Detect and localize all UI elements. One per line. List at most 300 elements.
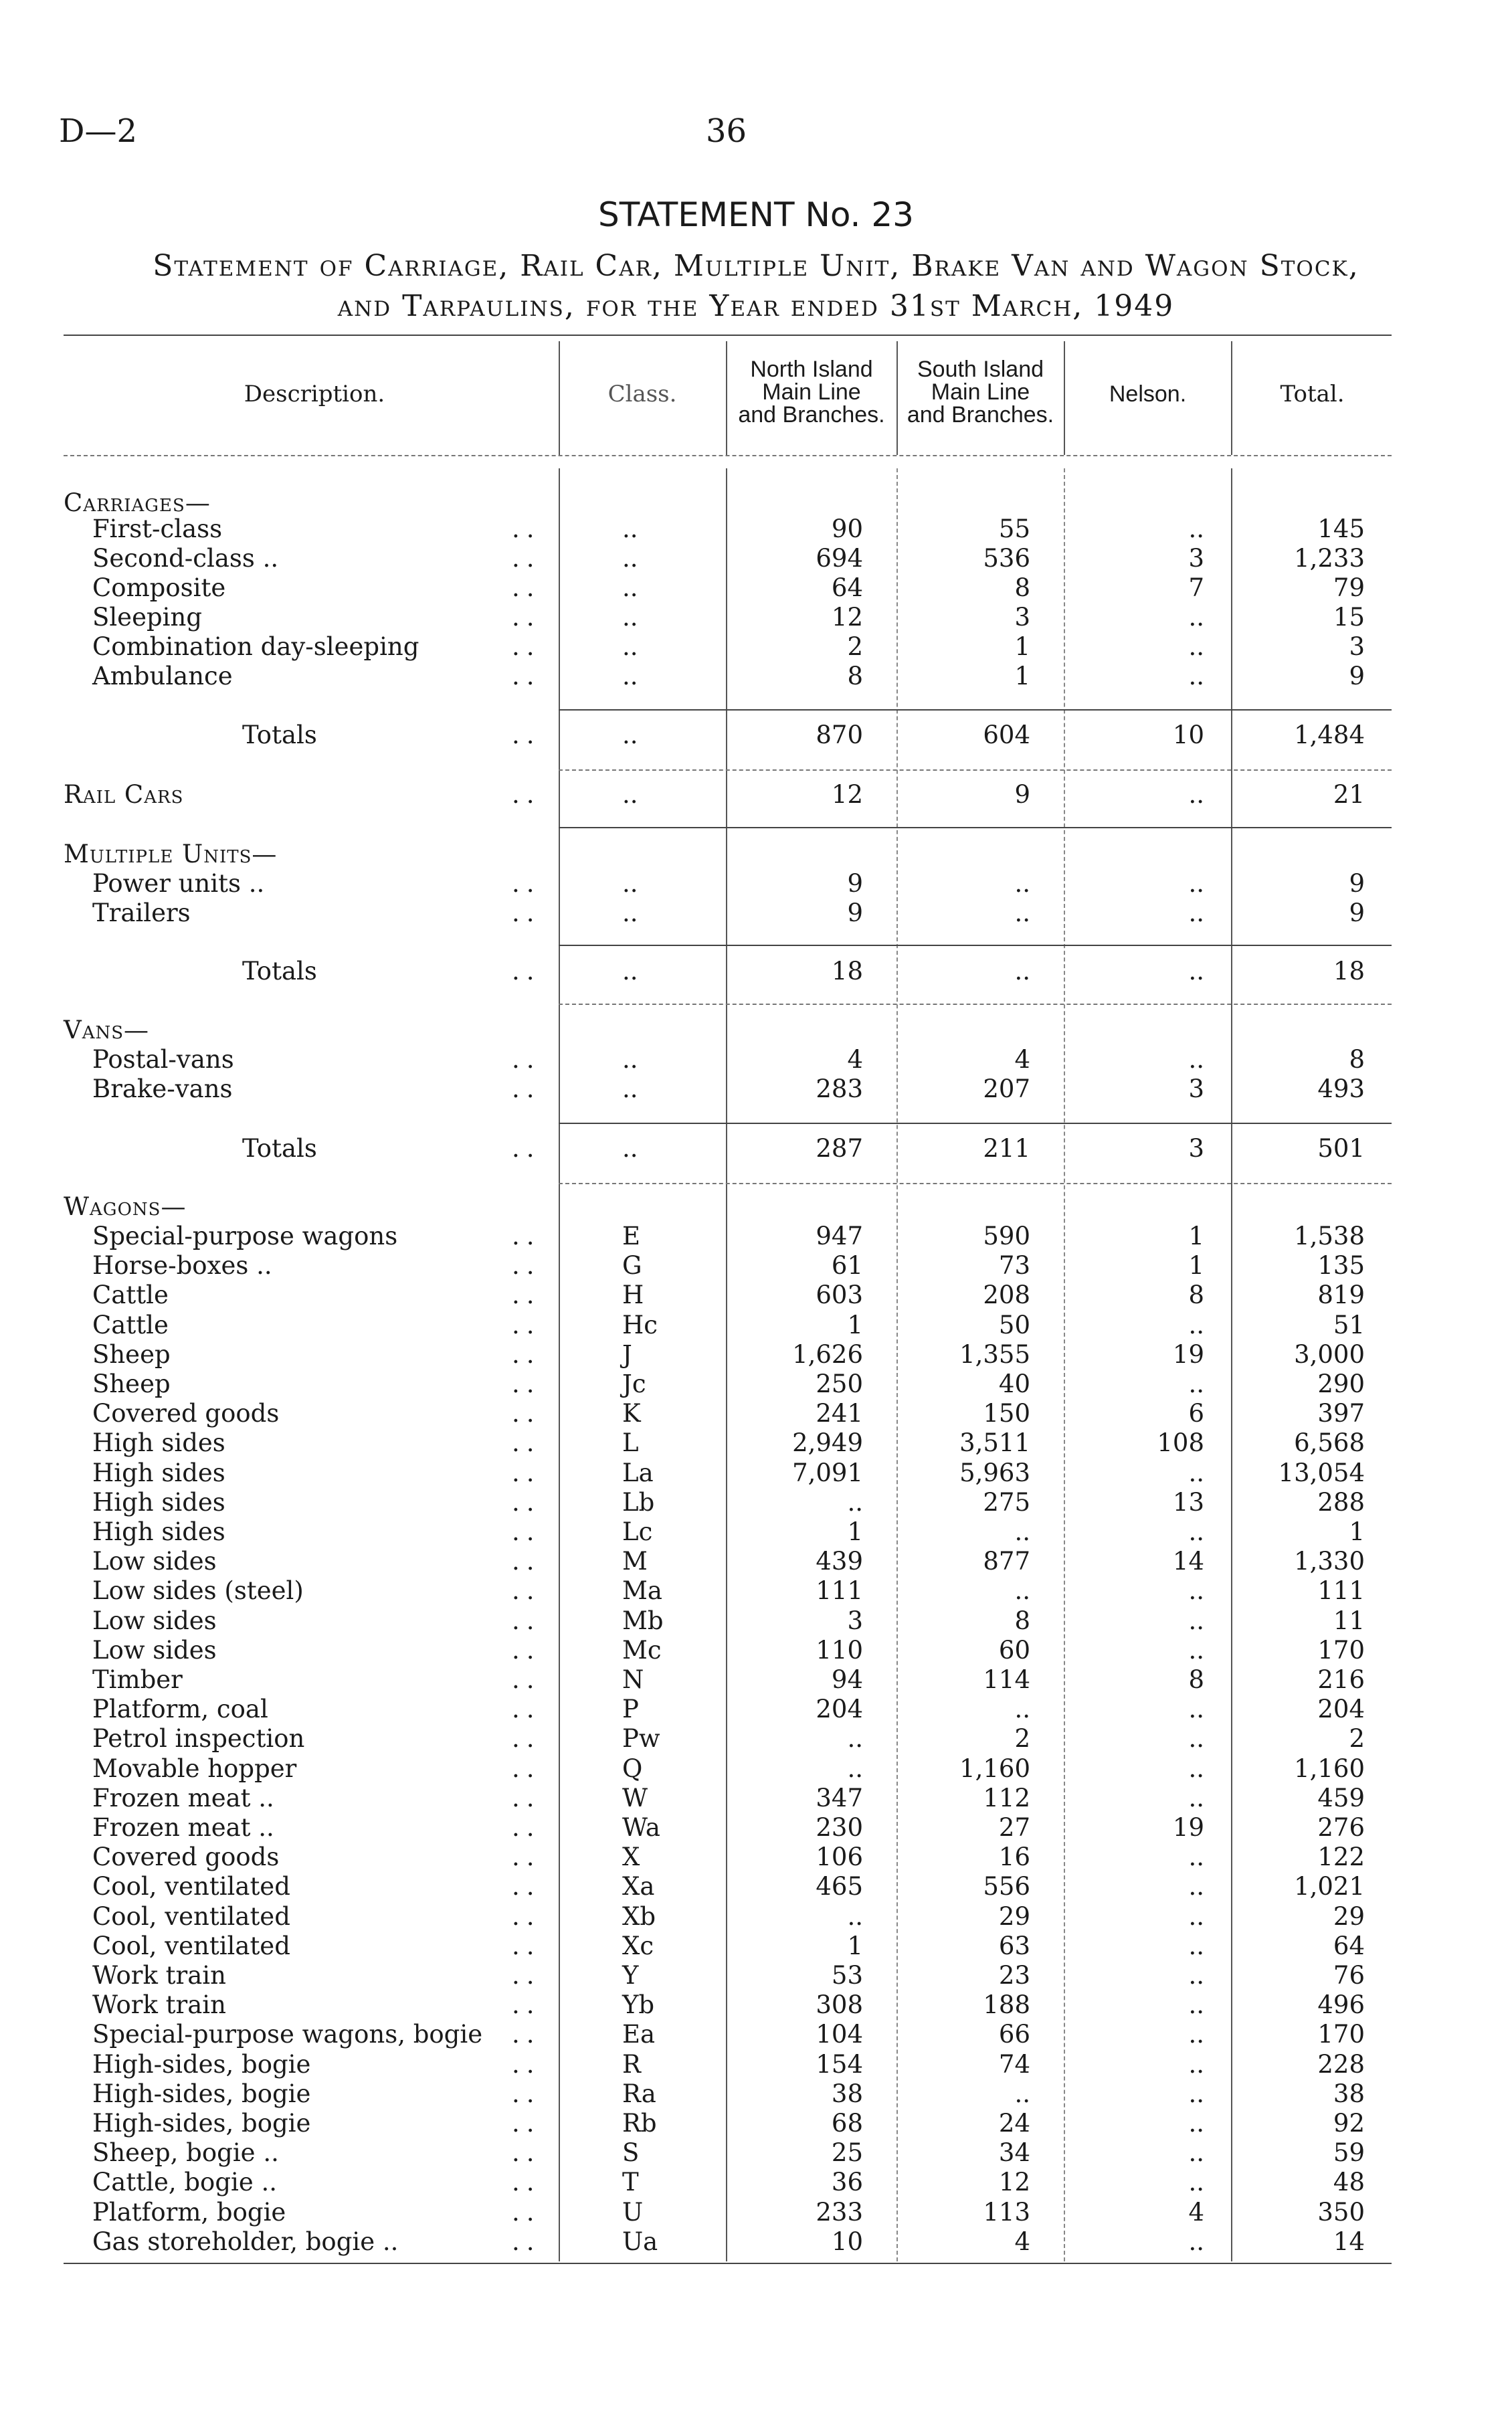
row-north: 347 bbox=[816, 1784, 863, 1812]
totals-nelson: 3 bbox=[1188, 1134, 1204, 1163]
row-class: Xa bbox=[622, 1872, 655, 1901]
row-south: .. bbox=[1014, 1576, 1030, 1605]
row-south: 74 bbox=[998, 2050, 1030, 2079]
row-north: 230 bbox=[816, 1813, 863, 1842]
row-north: 9 bbox=[847, 869, 863, 898]
col-head-total: Total. bbox=[1280, 381, 1345, 407]
row-desc: First-class bbox=[92, 515, 223, 543]
row-nelson: .. bbox=[1188, 1932, 1204, 1960]
row-desc: Horse-boxes .. bbox=[92, 1251, 272, 1280]
row-south: 5,963 bbox=[959, 1459, 1030, 1487]
leader-dots: .. bbox=[512, 1281, 541, 1309]
row-desc: Frozen meat .. bbox=[92, 1784, 274, 1812]
row-nelson: .. bbox=[1188, 899, 1204, 927]
row-north: 465 bbox=[816, 1872, 863, 1901]
totals-north: 870 bbox=[816, 721, 863, 749]
row-class: M bbox=[622, 1547, 648, 1576]
row-south: 8 bbox=[1014, 1606, 1030, 1635]
row-total: 79 bbox=[1333, 573, 1365, 602]
col-divider bbox=[896, 468, 898, 2261]
row-nelson: .. bbox=[1188, 1606, 1204, 1635]
row-south: 63 bbox=[998, 1932, 1030, 1960]
totals-total: 18 bbox=[1333, 957, 1365, 986]
leader-dots: .. bbox=[512, 780, 541, 809]
row-south: 24 bbox=[998, 2109, 1030, 2138]
row-class: Xc bbox=[622, 1932, 654, 1960]
row-class: G bbox=[622, 1251, 642, 1280]
row-desc: Special-purpose wagons, bogie bbox=[92, 2020, 483, 2049]
row-nelson: .. bbox=[1188, 1311, 1204, 1339]
row-class: S bbox=[622, 2138, 640, 2167]
row-desc: Trailers bbox=[92, 899, 191, 927]
row-total: 1,233 bbox=[1294, 544, 1365, 573]
row-north: 64 bbox=[831, 573, 863, 602]
row-north: 36 bbox=[831, 2168, 863, 2197]
row-nelson: .. bbox=[1188, 2138, 1204, 2167]
row-south: 114 bbox=[983, 1665, 1030, 1694]
row-north: 12 bbox=[831, 780, 863, 809]
row-class: U bbox=[622, 2198, 644, 2227]
row-desc: Work train bbox=[92, 1990, 226, 2019]
leader-dots: .. bbox=[512, 1428, 541, 1457]
row-north: 241 bbox=[816, 1399, 863, 1428]
row-total: 9 bbox=[1349, 899, 1365, 927]
totals-north: 287 bbox=[816, 1134, 863, 1163]
row-nelson: 19 bbox=[1172, 1340, 1204, 1369]
row-north: 38 bbox=[831, 2079, 863, 2108]
row-south: 1 bbox=[1014, 632, 1030, 661]
row-north: 110 bbox=[816, 1636, 863, 1665]
row-class: K bbox=[622, 1399, 641, 1428]
row-desc: Platform, bogie bbox=[92, 2198, 286, 2227]
row-nelson: .. bbox=[1188, 2227, 1204, 2256]
row-nelson: .. bbox=[1188, 869, 1204, 898]
row-desc: Sheep bbox=[92, 1370, 171, 1398]
row-total: 48 bbox=[1333, 2168, 1365, 2197]
leader-dots: .. bbox=[512, 1902, 541, 1931]
row-desc: Covered goods bbox=[92, 1843, 280, 1871]
row-north: 2,949 bbox=[792, 1428, 863, 1457]
row-desc: Cool, ventilated bbox=[92, 1902, 290, 1931]
section-heading-multiple-units: Multiple Units— bbox=[64, 840, 278, 868]
row-desc: Combination day-sleeping bbox=[92, 632, 419, 661]
row-nelson: .. bbox=[1188, 1695, 1204, 1723]
row-north: 94 bbox=[831, 1665, 863, 1694]
row-south: 4 bbox=[1014, 1045, 1030, 1074]
row-class: Rb bbox=[622, 2109, 657, 2138]
totals-rule bbox=[559, 1123, 1392, 1124]
row-nelson: .. bbox=[1188, 2050, 1204, 2079]
row-nelson: .. bbox=[1188, 1636, 1204, 1665]
leader-dots: .. bbox=[512, 1459, 541, 1487]
row-desc: Special-purpose wagons bbox=[92, 1222, 398, 1250]
row-north: 4 bbox=[847, 1045, 863, 1074]
col-divider bbox=[1231, 341, 1232, 455]
row-total: 8 bbox=[1349, 1045, 1365, 1074]
row-south: 188 bbox=[983, 1990, 1030, 2019]
row-desc: Cattle bbox=[92, 1311, 169, 1339]
row-nelson: .. bbox=[1188, 1902, 1204, 1931]
row-total: 290 bbox=[1317, 1370, 1365, 1398]
leader-dots: .. bbox=[512, 1636, 541, 1665]
col-divider bbox=[896, 341, 898, 455]
row-total: 819 bbox=[1317, 1281, 1365, 1309]
leader-dots: .. bbox=[512, 1843, 541, 1871]
section-heading-wagons: Wagons— bbox=[64, 1192, 187, 1221]
title-line-2: and Tarpaulins, for the Year ended 31st March, 1949 bbox=[337, 289, 1175, 323]
leader-dots: .. bbox=[512, 1488, 541, 1517]
row-total: 9 bbox=[1349, 869, 1365, 898]
row-south: 590 bbox=[983, 1222, 1030, 1250]
row-nelson: .. bbox=[1188, 1459, 1204, 1487]
row-total: 288 bbox=[1317, 1488, 1365, 1517]
leader-dots: .. bbox=[512, 1665, 541, 1694]
row-north: 2 bbox=[847, 632, 863, 661]
row-class: .. bbox=[622, 603, 638, 632]
row-north: 603 bbox=[816, 1281, 863, 1309]
row-total: 122 bbox=[1317, 1843, 1365, 1871]
leader-dots: .. bbox=[512, 1311, 541, 1339]
row-total: 29 bbox=[1333, 1902, 1365, 1931]
totals-rule bbox=[559, 1183, 1392, 1184]
row-north: 1,626 bbox=[792, 1340, 863, 1369]
row-south: 34 bbox=[998, 2138, 1030, 2167]
row-south: 1 bbox=[1014, 662, 1030, 690]
row-desc: High sides bbox=[92, 1428, 225, 1457]
leader-dots: .. bbox=[512, 662, 541, 690]
totals-rule bbox=[559, 709, 1392, 711]
row-nelson: 1 bbox=[1188, 1251, 1204, 1280]
row-nelson: .. bbox=[1188, 632, 1204, 661]
row-north: 68 bbox=[831, 2109, 863, 2138]
row-desc: Movable hopper bbox=[92, 1754, 297, 1783]
row-north: 53 bbox=[831, 1961, 863, 1990]
row-nelson: .. bbox=[1188, 1961, 1204, 1990]
totals-label: Totals bbox=[242, 957, 317, 986]
leader-dots: .. bbox=[512, 1517, 541, 1546]
row-class: .. bbox=[622, 573, 638, 602]
leader-dots: .. bbox=[512, 515, 541, 543]
row-class: Pw bbox=[622, 1724, 660, 1753]
row-desc: Composite bbox=[92, 573, 226, 602]
row-desc: Cattle bbox=[92, 1281, 169, 1309]
row-class: H bbox=[622, 1281, 644, 1309]
totals-south: 211 bbox=[983, 1134, 1030, 1163]
totals-class: .. bbox=[622, 1134, 638, 1163]
row-south: 12 bbox=[998, 2168, 1030, 2197]
row-north: 204 bbox=[816, 1695, 863, 1723]
row-desc: Low sides bbox=[92, 1547, 217, 1576]
row-nelson: .. bbox=[1188, 1724, 1204, 1753]
col-divider bbox=[726, 468, 727, 2261]
row-desc: High sides bbox=[92, 1459, 225, 1487]
row-south: 50 bbox=[998, 1311, 1030, 1339]
row-nelson: .. bbox=[1188, 603, 1204, 632]
row-class: Ra bbox=[622, 2079, 656, 2108]
row-nelson: .. bbox=[1188, 1370, 1204, 1398]
row-north: .. bbox=[847, 1488, 863, 1517]
row-desc: Sheep bbox=[92, 1340, 171, 1369]
row-north: 9 bbox=[847, 899, 863, 927]
title-line-1: Statement of Carriage, Rail Car, Multiple Unit, Brake Van and Wagon Stock, bbox=[153, 249, 1359, 283]
row-total: 397 bbox=[1317, 1399, 1365, 1428]
row-class: Q bbox=[622, 1754, 643, 1783]
row-north: 106 bbox=[816, 1843, 863, 1871]
leader-dots: .. bbox=[512, 1784, 541, 1812]
row-class: .. bbox=[622, 544, 638, 573]
row-nelson: .. bbox=[1188, 780, 1204, 809]
totals-north: 18 bbox=[831, 957, 863, 986]
row-south: .. bbox=[1014, 869, 1030, 898]
row-nelson: .. bbox=[1188, 515, 1204, 543]
leader-dots: .. bbox=[512, 1370, 541, 1398]
row-south: 208 bbox=[983, 1281, 1030, 1309]
row-desc: Power units .. bbox=[92, 869, 265, 898]
leader-dots: .. bbox=[512, 1813, 541, 1842]
row-class: .. bbox=[622, 899, 638, 927]
row-south: 9 bbox=[1014, 780, 1030, 809]
row-nelson: .. bbox=[1188, 1990, 1204, 2019]
row-total: 216 bbox=[1317, 1665, 1365, 1694]
row-north: 12 bbox=[831, 603, 863, 632]
row-nelson: .. bbox=[1188, 2079, 1204, 2108]
row-nelson: .. bbox=[1188, 1754, 1204, 1783]
row-class: Wa bbox=[622, 1813, 660, 1842]
col-divider bbox=[1064, 341, 1065, 455]
row-desc: High-sides, bogie bbox=[92, 2079, 311, 2108]
row-class: Ua bbox=[622, 2227, 658, 2256]
row-nelson: .. bbox=[1188, 2109, 1204, 2138]
document-code: D—2 bbox=[59, 112, 138, 150]
row-south: 2 bbox=[1014, 1724, 1030, 1753]
row-total: 92 bbox=[1333, 2109, 1365, 2138]
section-heading-vans: Vans— bbox=[64, 1016, 150, 1044]
row-south: 23 bbox=[998, 1961, 1030, 1990]
leader-dots: .. bbox=[512, 2109, 541, 2138]
row-total: 15 bbox=[1333, 603, 1365, 632]
statement-number: STATEMENT No. 23 bbox=[598, 195, 914, 234]
row-class: R bbox=[622, 2050, 641, 2079]
row-class: X bbox=[622, 1843, 640, 1871]
row-total: 59 bbox=[1333, 2138, 1365, 2167]
leader-dots: .. bbox=[512, 1576, 541, 1605]
leader-dots: .. bbox=[512, 1251, 541, 1280]
row-desc: Covered goods bbox=[92, 1399, 280, 1428]
leader-dots: .. bbox=[512, 899, 541, 927]
totals-label: Totals bbox=[242, 1134, 317, 1163]
leader-dots: .. bbox=[512, 1547, 541, 1576]
row-south: 207 bbox=[983, 1074, 1030, 1103]
row-north: 1 bbox=[847, 1932, 863, 1960]
row-total: 38 bbox=[1333, 2079, 1365, 2108]
row-north: .. bbox=[847, 1902, 863, 1931]
row-south: 150 bbox=[983, 1399, 1030, 1428]
leader-dots: .. bbox=[512, 2227, 541, 2256]
row-class: .. bbox=[622, 1074, 638, 1103]
row-class: Xb bbox=[622, 1902, 656, 1931]
row-nelson: .. bbox=[1188, 662, 1204, 690]
row-south: .. bbox=[1014, 2079, 1030, 2108]
table-top-rule bbox=[64, 335, 1392, 336]
leader-dots: .. bbox=[512, 2079, 541, 2108]
row-desc: Postal-vans bbox=[92, 1045, 234, 1074]
row-south: 73 bbox=[998, 1251, 1030, 1280]
row-north: 104 bbox=[816, 2020, 863, 2049]
row-class: .. bbox=[622, 780, 638, 809]
row-desc: High sides bbox=[92, 1488, 225, 1517]
row-class: Ma bbox=[622, 1576, 662, 1605]
row-north: 1 bbox=[847, 1517, 863, 1546]
row-south: 112 bbox=[983, 1784, 1030, 1812]
row-south: 113 bbox=[983, 2198, 1030, 2227]
row-class: L bbox=[622, 1428, 639, 1457]
row-north: 154 bbox=[816, 2050, 863, 2079]
col-divider bbox=[1231, 468, 1232, 2261]
leader-dots: .. bbox=[512, 1074, 541, 1103]
row-south: 3,511 bbox=[959, 1428, 1030, 1457]
row-total: 228 bbox=[1317, 2050, 1365, 2079]
row-total: 2 bbox=[1349, 1724, 1365, 1753]
leader-dots: .. bbox=[512, 1606, 541, 1635]
totals-nelson: 10 bbox=[1172, 721, 1204, 749]
row-desc: Platform, coal bbox=[92, 1695, 268, 1723]
row-class: .. bbox=[622, 632, 638, 661]
row-nelson: .. bbox=[1188, 1843, 1204, 1871]
totals-class: .. bbox=[622, 957, 638, 986]
leader-dots: .. bbox=[512, 603, 541, 632]
leader-dots: .. bbox=[512, 1695, 541, 1723]
col-head-class: Class. bbox=[607, 381, 677, 407]
row-north: 90 bbox=[831, 515, 863, 543]
section-heading-rail-cars: Rail Cars bbox=[64, 780, 184, 809]
row-total: 459 bbox=[1317, 1784, 1365, 1812]
row-south: 29 bbox=[998, 1902, 1030, 1931]
row-total: 1 bbox=[1349, 1517, 1365, 1546]
row-north: 8 bbox=[847, 662, 863, 690]
totals-south: 604 bbox=[983, 721, 1030, 749]
leader-dots: .. bbox=[512, 1990, 541, 2019]
row-total: 9 bbox=[1349, 662, 1365, 690]
row-class: .. bbox=[622, 662, 638, 690]
leader-dots: .. bbox=[512, 2020, 541, 2049]
row-south: 60 bbox=[998, 1636, 1030, 1665]
row-south: 275 bbox=[983, 1488, 1030, 1517]
row-total: 170 bbox=[1317, 2020, 1365, 2049]
row-nelson: 8 bbox=[1188, 1281, 1204, 1309]
row-nelson: .. bbox=[1188, 1517, 1204, 1546]
row-class: .. bbox=[622, 869, 638, 898]
header-bottom-rule bbox=[64, 455, 1392, 456]
row-class: Yb bbox=[622, 1990, 655, 2019]
row-north: 7,091 bbox=[792, 1459, 863, 1487]
totals-rule bbox=[559, 945, 1392, 946]
row-north: 111 bbox=[816, 1576, 863, 1605]
row-total: 76 bbox=[1333, 1961, 1365, 1990]
row-class: N bbox=[622, 1665, 644, 1694]
leader-dots: .. bbox=[512, 1399, 541, 1428]
row-north: 694 bbox=[816, 544, 863, 573]
row-total: 3,000 bbox=[1294, 1340, 1365, 1369]
row-desc: High sides bbox=[92, 1517, 225, 1546]
row-desc: Timber bbox=[92, 1665, 183, 1694]
leader-dots: .. bbox=[512, 1134, 541, 1163]
row-north: 3 bbox=[847, 1606, 863, 1635]
row-class: Mc bbox=[622, 1636, 662, 1665]
row-south: 3 bbox=[1014, 603, 1030, 632]
row-south: 536 bbox=[983, 544, 1030, 573]
row-nelson: 19 bbox=[1172, 1813, 1204, 1842]
totals-rule bbox=[559, 1004, 1392, 1005]
row-total: 3 bbox=[1349, 632, 1365, 661]
col-divider bbox=[726, 341, 727, 455]
row-desc: Petrol inspection bbox=[92, 1724, 305, 1753]
section-rule bbox=[559, 827, 1392, 828]
row-class: Mb bbox=[622, 1606, 664, 1635]
row-total: 6,568 bbox=[1294, 1428, 1365, 1457]
row-south: 66 bbox=[998, 2020, 1030, 2049]
row-south: 16 bbox=[998, 1843, 1030, 1871]
row-south: .. bbox=[1014, 1517, 1030, 1546]
row-total: 1,538 bbox=[1294, 1222, 1365, 1250]
row-desc: Gas storeholder, bogie .. bbox=[92, 2227, 399, 2256]
row-desc: Low sides (steel) bbox=[92, 1576, 304, 1605]
row-nelson: 7 bbox=[1188, 573, 1204, 602]
row-north: 250 bbox=[816, 1370, 863, 1398]
row-north: 947 bbox=[816, 1222, 863, 1250]
totals-rule bbox=[559, 769, 1392, 771]
row-total: 145 bbox=[1317, 515, 1365, 543]
row-total: 1,330 bbox=[1294, 1547, 1365, 1576]
row-total: 14 bbox=[1333, 2227, 1365, 2256]
leader-dots: .. bbox=[512, 1754, 541, 1783]
row-class: Jc bbox=[622, 1370, 646, 1398]
row-nelson: .. bbox=[1188, 1045, 1204, 1074]
row-class: T bbox=[622, 2168, 639, 2197]
row-desc: Frozen meat .. bbox=[92, 1813, 274, 1842]
row-class: J bbox=[622, 1340, 632, 1369]
row-desc: Second-class .. bbox=[92, 544, 279, 573]
row-total: 1,021 bbox=[1294, 1872, 1365, 1901]
row-desc: Ambulance bbox=[92, 662, 233, 690]
row-nelson: 1 bbox=[1188, 1222, 1204, 1250]
totals-total: 1,484 bbox=[1294, 721, 1365, 749]
leader-dots: .. bbox=[512, 1340, 541, 1369]
col-head-nelson: Nelson. bbox=[1109, 381, 1187, 407]
row-class: P bbox=[622, 1695, 639, 1723]
leader-dots: .. bbox=[512, 2198, 541, 2227]
row-desc: Cattle, bogie .. bbox=[92, 2168, 278, 2197]
row-total: 64 bbox=[1333, 1932, 1365, 1960]
row-total: 13,054 bbox=[1278, 1459, 1365, 1487]
row-north: 10 bbox=[831, 2227, 863, 2256]
page-number: 36 bbox=[706, 112, 747, 150]
totals-south: .. bbox=[1014, 957, 1030, 986]
row-desc: Sleeping bbox=[92, 603, 203, 632]
row-nelson: 3 bbox=[1188, 544, 1204, 573]
leader-dots: .. bbox=[512, 1222, 541, 1250]
leader-dots: .. bbox=[512, 1961, 541, 1990]
row-nelson: 14 bbox=[1172, 1547, 1204, 1576]
row-desc: Cool, ventilated bbox=[92, 1872, 290, 1901]
totals-total: 501 bbox=[1317, 1134, 1365, 1163]
row-desc: Low sides bbox=[92, 1606, 217, 1635]
leader-dots: .. bbox=[512, 869, 541, 898]
row-nelson: .. bbox=[1188, 1784, 1204, 1812]
col-divider bbox=[559, 468, 560, 2261]
row-north: 25 bbox=[831, 2138, 863, 2167]
col-divider bbox=[559, 341, 560, 455]
row-total: 276 bbox=[1317, 1813, 1365, 1842]
